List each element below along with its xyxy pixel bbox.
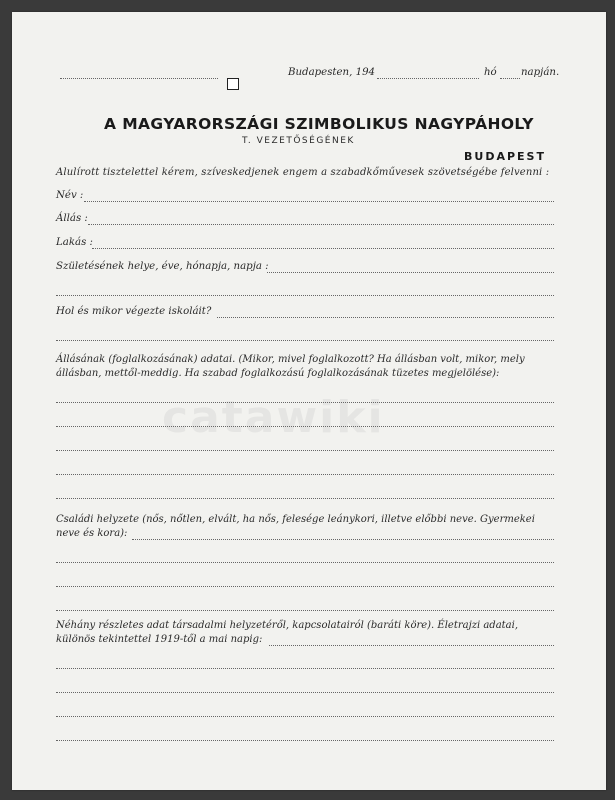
birth-label: Születésének helye, éve, hónapja, napja : xyxy=(56,261,269,272)
page-title: A MAGYARORSZÁGI SZIMBOLIKUS NAGYPÁHOLY xyxy=(104,115,534,133)
family-text-1: Családi helyzete (nős, nőtlen, elvált, ha nős, felesége leánykori, illetve előbbi neve. Gyermekei xyxy=(56,514,535,525)
school-field-2[interactable] xyxy=(56,340,554,341)
family-field[interactable] xyxy=(132,539,554,540)
date-prefix-line[interactable] xyxy=(60,78,218,79)
social-text-1: Néhány részletes adat társadalmi helyzetéről, kapcsolatairól (baráti köre). Életrajzi adatai, xyxy=(56,620,519,631)
page-subtitle: T. VEZETŐSÉGÉNEK xyxy=(242,136,355,146)
occupation-line-5[interactable] xyxy=(56,498,554,499)
name-field[interactable] xyxy=(84,201,554,202)
checkbox[interactable] xyxy=(227,78,239,90)
watermark: catawiki xyxy=(162,392,385,443)
place-date-label: Budapesten, 194 xyxy=(288,67,376,78)
family-line-1[interactable] xyxy=(56,562,554,563)
occupation-line-2[interactable] xyxy=(56,426,554,427)
occupation-line-1[interactable] xyxy=(56,402,554,403)
birth-field[interactable] xyxy=(267,272,554,273)
month-label: hó xyxy=(484,67,497,78)
residence-field[interactable] xyxy=(92,248,554,249)
school-field[interactable] xyxy=(217,317,554,318)
family-line-3[interactable] xyxy=(56,610,554,611)
occupation-text-1: Állásának (foglalkozásának) adatai. (Mikor, mivel foglalkozott? Ha állásban volt, mikor, mely xyxy=(56,354,525,365)
year-line[interactable] xyxy=(377,78,479,79)
family-line-2[interactable] xyxy=(56,586,554,587)
day-label: napján. xyxy=(521,67,560,78)
position-label: Állás : xyxy=(56,213,88,224)
name-label: Név : xyxy=(56,190,84,201)
position-field[interactable] xyxy=(88,224,554,225)
social-line-1[interactable] xyxy=(56,668,554,669)
family-text-2: neve és kora): xyxy=(56,528,128,539)
form-sheet xyxy=(12,12,606,790)
month-line[interactable] xyxy=(500,78,520,79)
school-label: Hol és mikor végezte iskoláit? xyxy=(56,306,212,317)
occupation-line-3[interactable] xyxy=(56,450,554,451)
residence-label: Lakás : xyxy=(56,237,93,248)
social-text-2: különös tekintettel 1919-től a mai napig: xyxy=(56,634,263,645)
birth-field-2[interactable] xyxy=(56,295,554,296)
social-line-3[interactable] xyxy=(56,716,554,717)
social-line-2[interactable] xyxy=(56,692,554,693)
social-field[interactable] xyxy=(269,645,554,646)
city-heading: BUDAPEST xyxy=(464,150,546,163)
occupation-text-2: állásban, mettől-meddig. Ha szabad foglalkozású foglalkozásának tüzetes megjelölése): xyxy=(56,368,500,379)
intro-text: Alulírott tisztelettel kérem, szíveskedjenek engem a szabadkőművesek szövetségébe felvenni : xyxy=(56,167,550,178)
occupation-line-4[interactable] xyxy=(56,474,554,475)
social-line-4[interactable] xyxy=(56,740,554,741)
